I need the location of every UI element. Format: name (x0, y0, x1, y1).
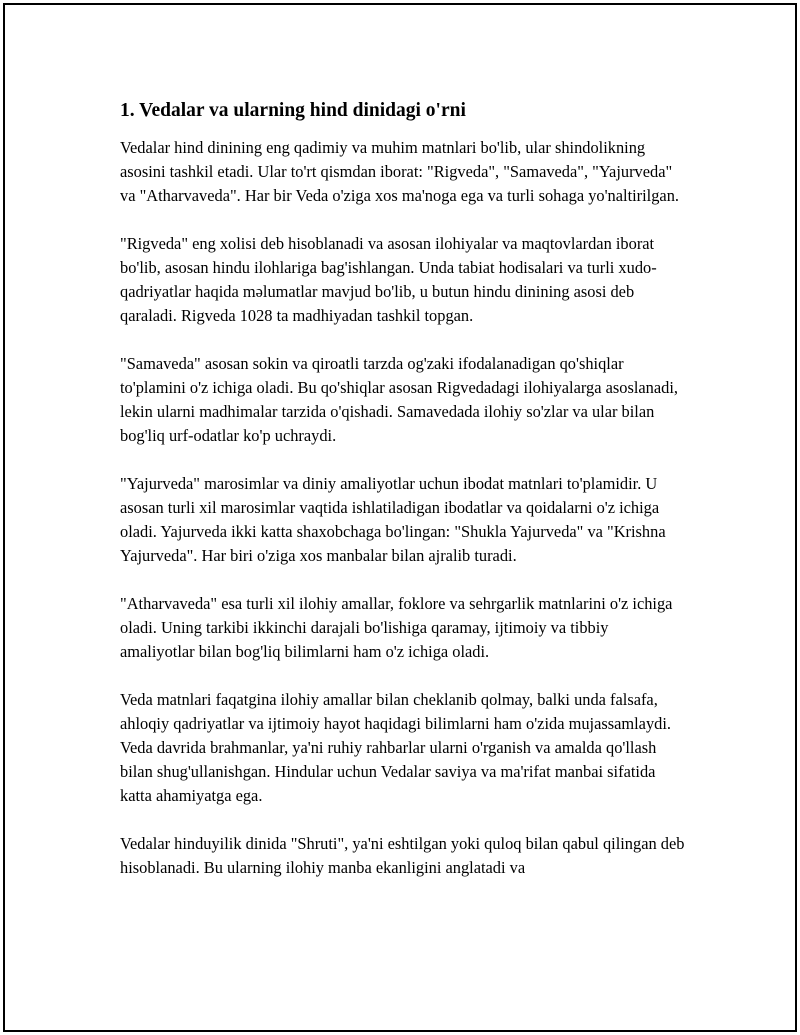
paragraph-yajurveda: "Yajurveda" marosimlar va diniy amaliyotlar uchun ibodat matnlari to'plamidir. U asosan turli xil marosimlar vaqtida ishlatiladigan ibodatlar va qoidalarni o'z ichiga oladi. Yajurveda ikki katta shaxobchaga bo'lingan: "Shukla Yajurveda" va "Krishna Yajurveda". Har biri o'ziga xos manbalar bilan ajralib turadi. (120, 474, 666, 566)
paragraph-veda-philosophy: Veda matnlari faqatgina ilohiy amallar bilan cheklanib qolmay, balki unda falsafa, ahloqiy qadriyatlar va ijtimoiy hayot haqidagi bilimlarni ham o'zida mujassamlaydi. Veda davrida brahmanlar, ya'ni ruhiy rahbarlar ularni o'rganish va amalda qo'llash bilan shug'ullanishgan. Hindular uchun Vedalar saviya va ma'rifat manbai sifatida katta ahamiyatga ega. (120, 690, 671, 806)
paragraph-samaveda: "Samaveda" asosan sokin va qiroatli tarzda og'zaki ifodalanadigan qo'shiqlar to'plamini o'z ichiga oladi. Bu qo'shiqlar asosan Rigvedadagi ilohiyalarga asoslanadi, lekin ularni madhimalar tarzida o'qishadi. Samavedada ilohiy so'zlar va ular bilan bog'liq urf-odatlar ko'p uchraydi. (120, 354, 678, 446)
paragraph-atharvaveda: "Atharvaveda" esa turli xil ilohiy amallar, foklore va sehrgarlik matnlarini o'z ichiga oladi. Uning tarkibi ikkinchi darajali bo'lishiga qaramay, ijtimoiy va tibbiy amaliyotlar bilan bog'liq bilimlarni ham o'z ichiga oladi. (120, 594, 673, 662)
paragraph-shruti: Vedalar hinduyilik dinida "Shruti", ya'ni eshtilgan yoki quloq bilan qabul qilingan deb hisoblanadi. Bu ularning ilohiy manba ekanligini anglatadi va (120, 834, 685, 878)
document-title: 1. Vedalar va ularning hind dinidagi o'rni (120, 100, 466, 121)
document-body (120, 99, 685, 904)
page-frame (3, 3, 797, 1032)
paragraph-rigveda: "Rigveda" eng xolisi deb hisoblanadi va asosan ilohiyalar va maqtovlardan iborat bo'lib, asosan hindu ilohlariga bag'ishlangan. Unda tabiat hodisalari va turli xudo-qadriyatlar haqida məlumatlar mavjud bo'lib, u butun hindu dinining asosi deb qaraladi. Rigveda 1028 ta madhiyadan tashkil topgan. (120, 234, 657, 326)
paragraph-intro: Vedalar hind dinining eng qadimiy va muhim matnlari bo'lib, ular shindolikning asosini tashkil etadi. Ular to'rt qismdan iborat: "Rigveda", "Samaveda", "Yajurveda" va "Atharvaveda". Har bir Veda o'ziga xos ma'noga ega va turli sohaga yo'naltirilgan. (120, 138, 680, 206)
